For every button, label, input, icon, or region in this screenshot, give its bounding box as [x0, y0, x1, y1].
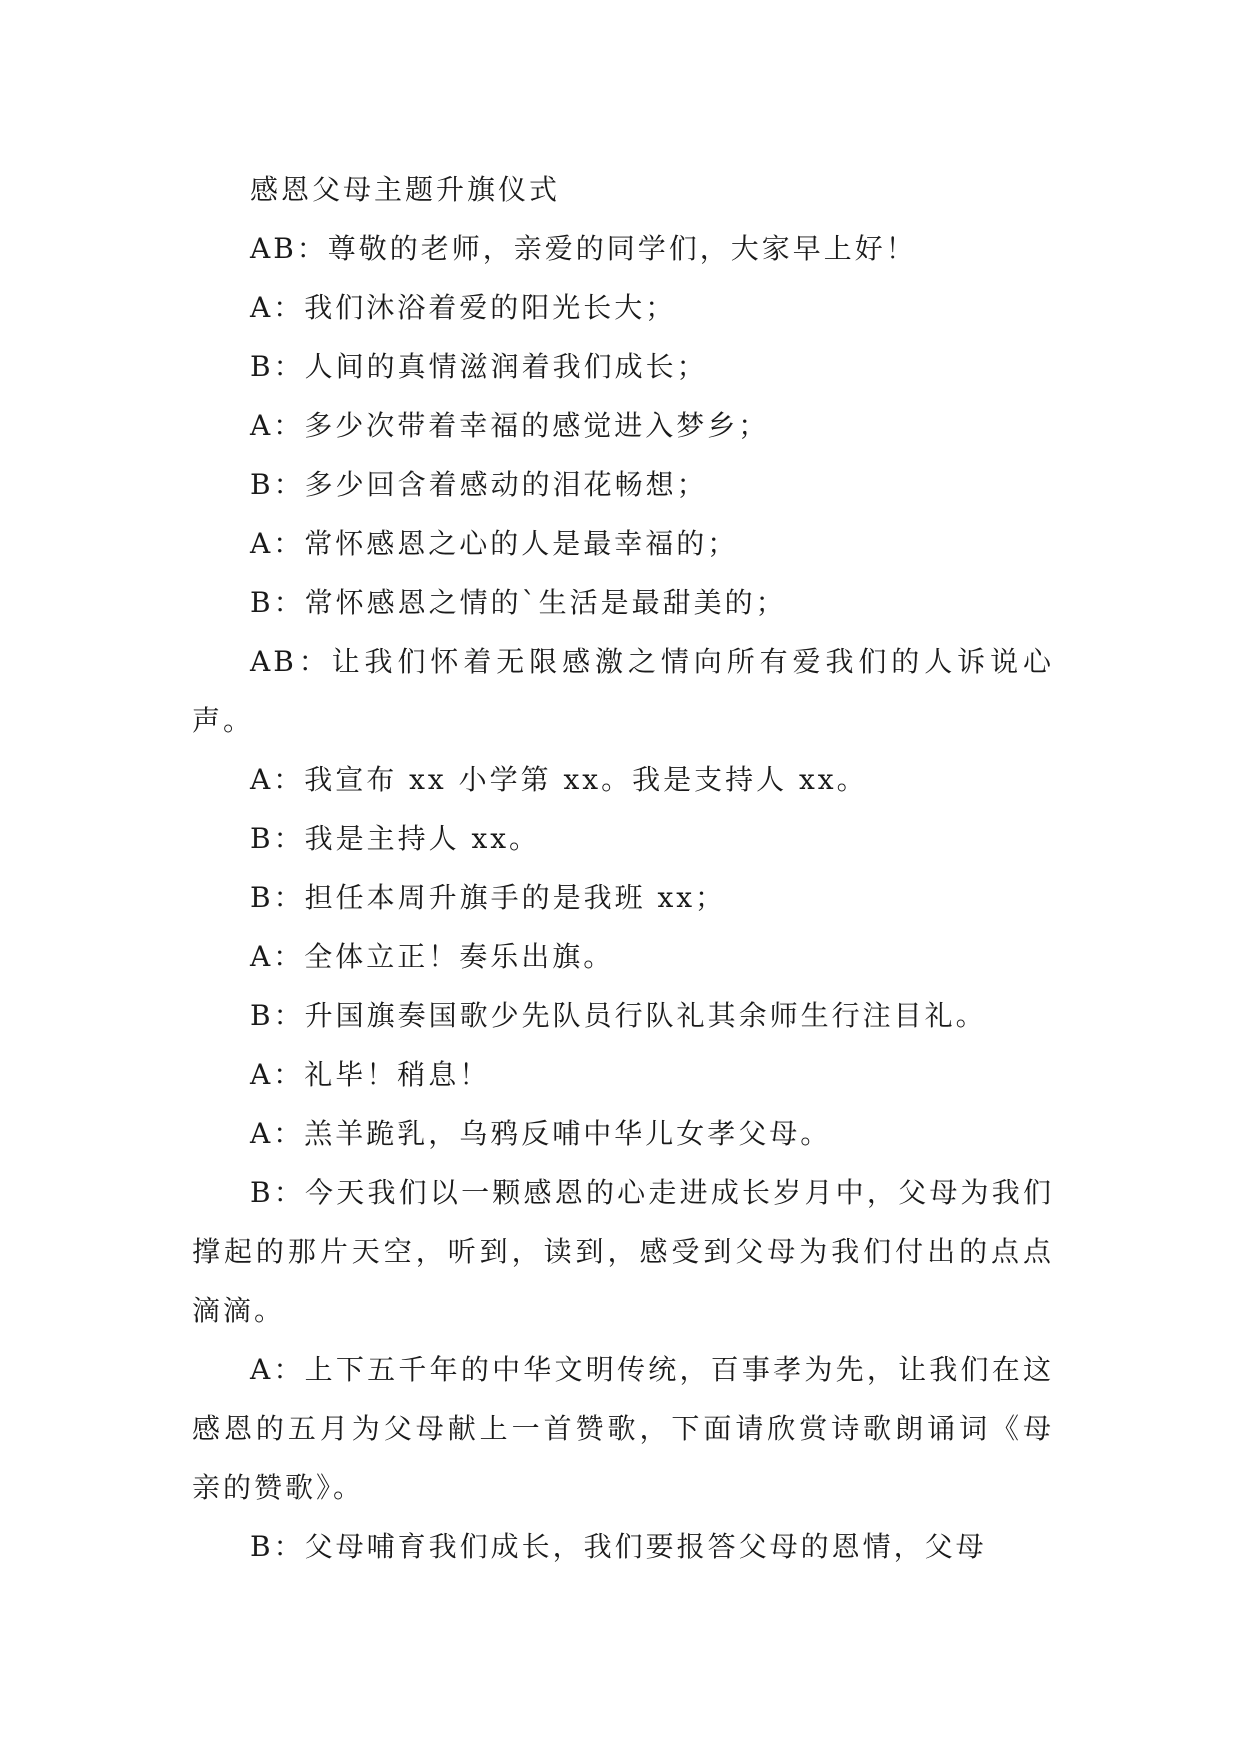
paragraph: A：我们沐浴着爱的阳光长大；	[250, 291, 677, 324]
paragraph: A：上下五千年的中华文明传统，百事孝为先，让我们在这感恩的五月为父母献上一首赞歌，下面请欣赏诗歌朗诵词《母亲的赞歌》。	[192, 1353, 1054, 1504]
paragraph: B：常怀感恩之情的`生活是最甜美的；	[250, 586, 787, 619]
paragraph: AB：让我们怀着无限感激之情向所有爱我们的人诉说心声。	[192, 645, 1054, 737]
paragraph: B：升国旗奏国歌少先队员行队礼其余师生行注目礼。	[250, 999, 987, 1032]
paragraph: A：礼毕！稍息！	[250, 1058, 491, 1091]
paragraph: A：常怀感恩之心的人是最幸福的；	[250, 527, 739, 560]
paragraph: B：我是主持人 xx。	[250, 822, 541, 855]
document-body	[192, 160, 1054, 1576]
paragraph: AB：尊敬的老师，亲爱的同学们，大家早上好！	[250, 232, 917, 265]
paragraph: A：多少次带着幸福的感觉进入梦乡；	[250, 409, 770, 442]
paragraph: B：今天我们以一颗感恩的心走进成长岁月中，父母为我们撑起的那片天空，听到，读到，感受到父母为我们付出的点点滴滴。	[192, 1176, 1054, 1327]
paragraph: A：羔羊跪乳，乌鸦反哺中华儿女孝父母。	[250, 1117, 832, 1150]
paragraph: B：人间的真情滋润着我们成长；	[250, 350, 708, 383]
paragraph: B：担任本周升旗手的是我班 xx；	[250, 881, 727, 914]
paragraph: A：我宣布 xx 小学第 xx。我是支持人 xx。	[250, 763, 868, 796]
document-title: 感恩父母主题升旗仪式	[250, 173, 561, 206]
paragraph: B：父母哺育我们成长，我们要报答父母的恩情，父母	[250, 1530, 987, 1563]
paragraph: A：全体立正！奏乐出旗。	[250, 940, 615, 973]
paragraph: B：多少回含着感动的泪花畅想；	[250, 468, 708, 501]
